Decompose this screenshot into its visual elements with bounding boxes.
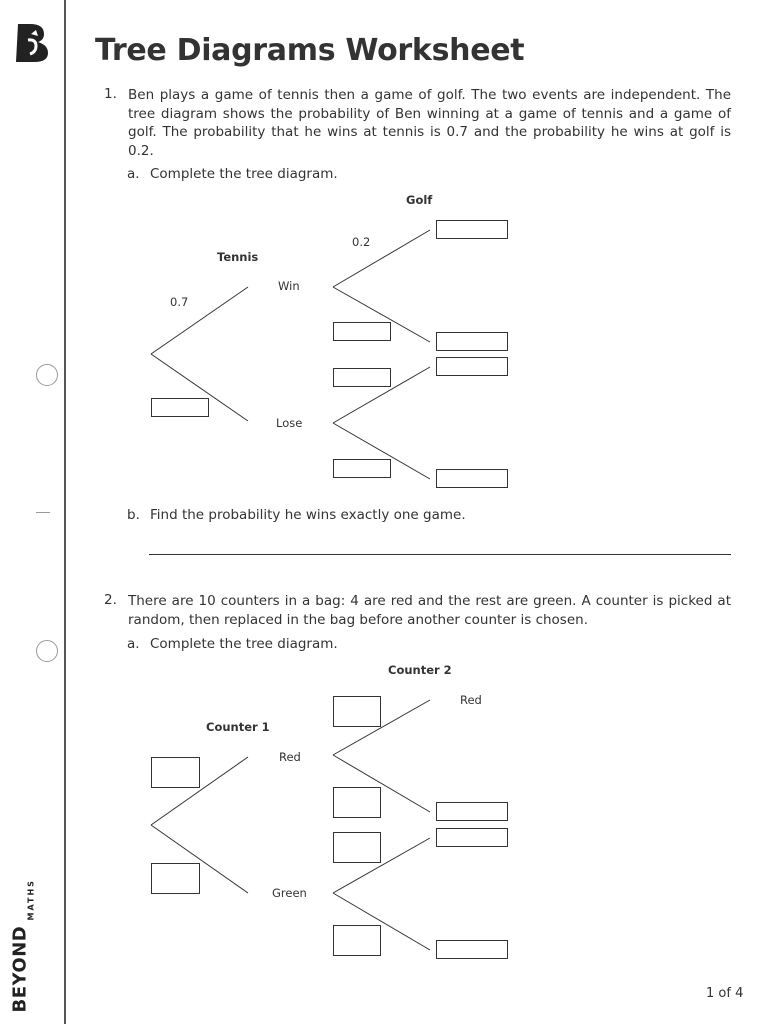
- tree-branch-lose: Lose: [276, 416, 303, 430]
- question-text: Ben plays a game of tennis then a game of golf. The two events are independent. The tree diagram shows the probability of Ben winning at a game of tennis and a game of golf. The probability that he wins at tennis is 0.7 and the probability he wins at golf is 0.2.: [128, 87, 731, 159]
- part-text: Complete the tree diagram.: [150, 636, 338, 652]
- tree-prob-golf: 0.2: [352, 235, 371, 249]
- page-indicator: 1 of 4: [706, 986, 744, 1001]
- tree-header-counter1: Counter 1: [206, 720, 270, 734]
- branch-line: [151, 287, 248, 354]
- tree-branch-win: Win: [278, 279, 300, 293]
- branch-line: [333, 838, 430, 893]
- branch-line: [333, 230, 430, 287]
- tree-header-golf: Golf: [406, 193, 433, 207]
- question-number: 2.: [104, 592, 117, 608]
- branch-line: [333, 367, 430, 423]
- tree-branch-green: Green: [272, 886, 307, 900]
- page-title: Tree Diagrams Worksheet: [95, 33, 525, 68]
- branch-line: [333, 755, 430, 812]
- tree-prob-tennis: 0.7: [170, 295, 189, 309]
- branch-line: [151, 354, 248, 421]
- branch-line: [151, 825, 248, 893]
- part-text: Complete the tree diagram.: [150, 166, 338, 182]
- part-letter: a.: [127, 166, 140, 182]
- brand-beyond: BEYOND: [9, 925, 31, 1013]
- branch-line: [333, 423, 430, 479]
- part-letter: a.: [127, 636, 140, 652]
- branch-line: [151, 757, 248, 825]
- branch-line: [333, 287, 430, 342]
- part-text: Find the probability he wins exactly one game.: [150, 507, 466, 523]
- question-number: 1.: [104, 86, 117, 102]
- tree-header-tennis: Tennis: [217, 250, 259, 264]
- tree-branch-red: Red: [279, 750, 301, 764]
- branch-line: [333, 700, 430, 755]
- tree-branch-red-second: Red: [460, 693, 482, 707]
- tree-header-counter2: Counter 2: [388, 663, 452, 677]
- question-text: There are 10 counters in a bag: 4 are red and the rest are green. A counter is picked at random, then replaced in the bag before another counter is chosen.: [128, 593, 731, 628]
- branch-line: [333, 893, 430, 950]
- brand-maths: MATHS: [26, 879, 36, 921]
- part-letter: b.: [127, 507, 140, 523]
